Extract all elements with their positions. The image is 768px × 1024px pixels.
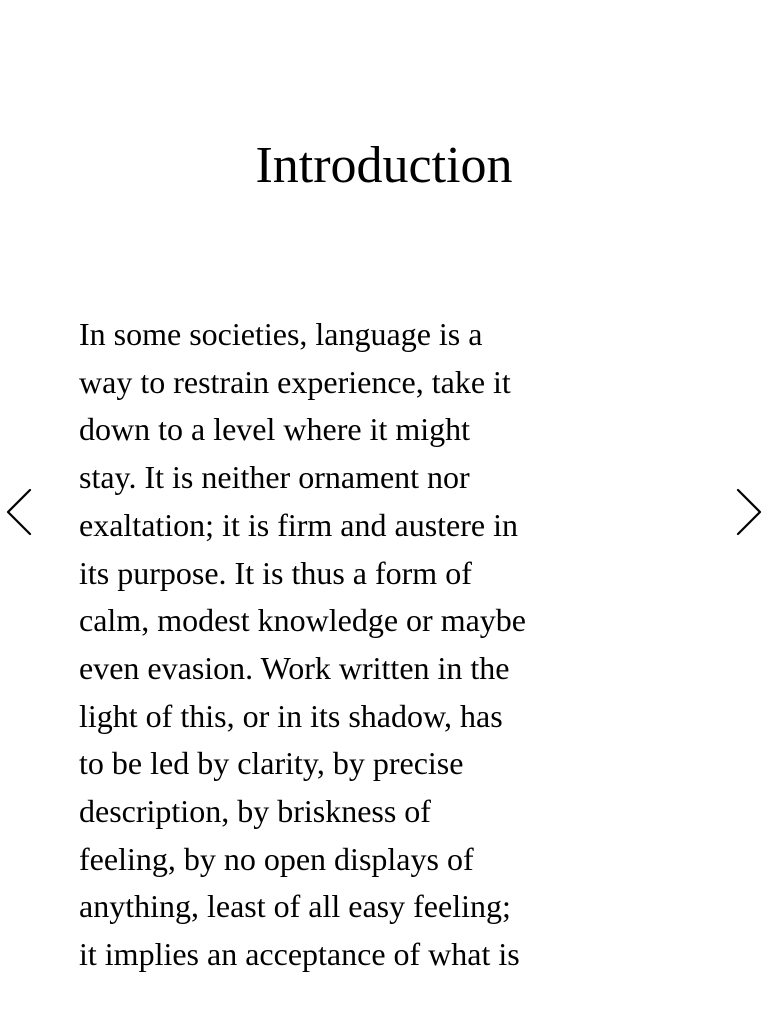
text-line: exaltation; it is firm and austere in (79, 506, 518, 543)
text-line: even evasion. Work written in the (79, 649, 510, 686)
chevron-right-icon (732, 486, 768, 538)
text-line: feeling, by no open displays of (79, 840, 474, 877)
chevron-left-icon (0, 486, 36, 538)
text-line: to be led by clarity, by precise (79, 745, 464, 782)
previous-page-button[interactable] (0, 486, 36, 538)
text-line: light of this, or in its shadow, has (79, 697, 503, 734)
next-page-button[interactable] (732, 486, 768, 538)
text-line: anything, least of all easy feeling; (79, 888, 511, 925)
text-line: its purpose. It is thus a form of (79, 554, 472, 591)
text-line: way to restrain experience, take it (79, 363, 511, 400)
text-line: calm, modest knowledge or maybe (79, 602, 526, 639)
text-line: description, by briskness of (79, 793, 431, 830)
page-body-text (79, 311, 699, 979)
text-line: it implies an acceptance of what is (79, 936, 520, 973)
text-line: In some societies, language is a (79, 316, 483, 352)
text-line: down to a level where it might (79, 411, 471, 448)
text-line: stay. It is neither ornament nor (79, 459, 470, 496)
chapter-title: Introduction (255, 137, 513, 194)
